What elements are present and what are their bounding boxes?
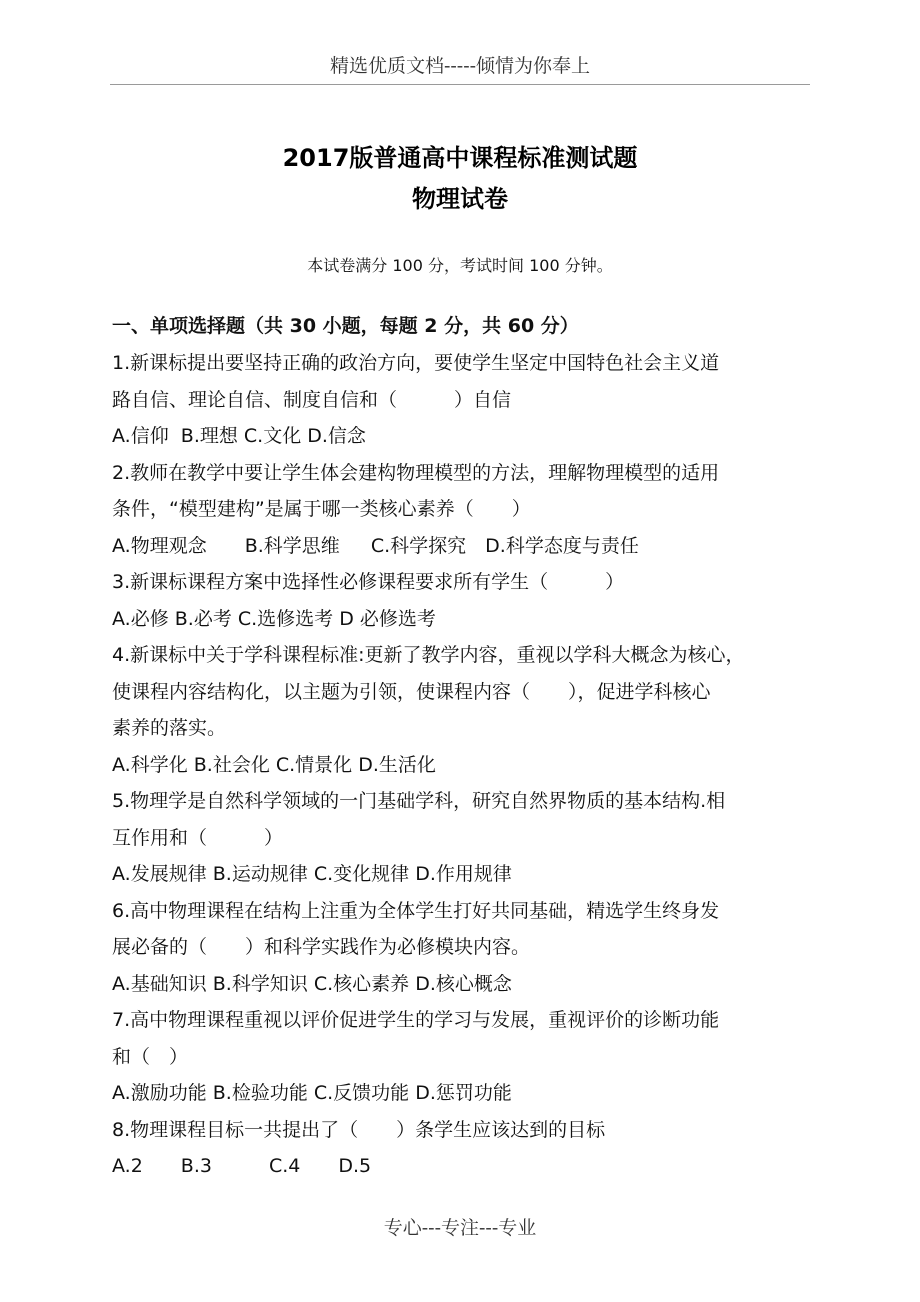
question-1 xyxy=(112,345,812,455)
question-options: A.激励功能 B.检验功能 C.反馈功能 D.惩罚功能 xyxy=(112,1082,512,1104)
question-options: A.物理观念 B.科学思维 C.科学探究 D.科学态度与责任 xyxy=(112,534,639,557)
exam-subtitle: 物理试卷 xyxy=(412,185,508,213)
question-stem-line: 3.新课标课程方案中选择性必修课程要求所有学生（ ） xyxy=(112,571,625,593)
question-stem-line: 素养的落实。 xyxy=(112,717,227,739)
question-stem-line: 1.新课标提出要坚持正确的政治方向，要使学生坚定中国特色社会主义道 xyxy=(112,352,720,374)
question-stem-line: 和（ ） xyxy=(112,1045,189,1068)
page-footer: 专心---专注---专业 xyxy=(383,1217,537,1239)
question-stem-line: 展必备的（ ）和科学实践作为必修模块内容。 xyxy=(112,936,531,958)
question-options: A.科学化 B.社会化 C.情景化 D.生活化 xyxy=(112,753,436,776)
header-divider xyxy=(110,84,810,85)
exam-title: 2017版普通高中课程标准测试题 xyxy=(282,144,638,172)
exam-info: 本试卷满分 100 分，考试时间 100 分钟。 xyxy=(307,256,613,275)
question-8 xyxy=(112,1112,812,1185)
question-stem-line: 7.高中物理课程重视以评价促进学生的学习与发展，重视评价的诊断功能 xyxy=(112,1009,720,1031)
question-3 xyxy=(112,564,812,637)
question-2 xyxy=(112,455,812,565)
question-stem-line: 4.新课标中关于学科课程标准:更新了教学内容，重视以学科大概念为核心， xyxy=(112,644,745,666)
page-header: 精选优质文档-----倾情为你奉上 xyxy=(329,55,591,77)
question-stem-line: 互作用和（ ） xyxy=(112,826,284,849)
question-list xyxy=(112,308,812,1185)
question-6 xyxy=(112,893,812,1003)
question-7 xyxy=(112,1002,812,1112)
question-options: A.基础知识 B.科学知识 C.核心素养 D.核心概念 xyxy=(112,972,512,995)
question-options: A.2 B.3 C.4 D.5 xyxy=(112,1155,372,1177)
question-4 xyxy=(112,637,812,783)
question-stem-line: 6.高中物理课程在结构上注重为全体学生打好共同基础，精选学生终身发 xyxy=(112,899,720,922)
question-options: A.信仰 B.理想 C.文化 D.信念 xyxy=(112,425,366,447)
question-stem-line: 2.教师在教学中要让学生体会建构物理模型的方法，理解物理模型的适用 xyxy=(112,461,720,484)
question-stem-line: 8.物理课程目标一共提出了（ ）条学生应该达到的目标 xyxy=(112,1118,606,1141)
question-stem-line: 条件，“模型建构”是属于哪一类核心素养（ ） xyxy=(112,498,531,520)
question-stem-line: 使课程内容结构化，以主题为引领，使课程内容（ ），促进学科核心 xyxy=(112,680,711,703)
question-options: A.发展规律 B.运动规律 C.变化规律 D.作用规律 xyxy=(112,863,512,885)
question-5 xyxy=(112,783,812,893)
question-stem-line: 路自信、理论自信、制度自信和（ ）自信 xyxy=(112,388,512,411)
question-options: A.必修 B.必考 C.选修选考 D 必修选考 xyxy=(112,607,436,630)
section-heading: 一、单项选择题（共 30 小题，每题 2 分，共 60 分） xyxy=(112,315,579,337)
question-stem-line: 5.物理学是自然科学领域的一门基础学科，研究自然界物质的基本结构.相 xyxy=(112,790,726,812)
